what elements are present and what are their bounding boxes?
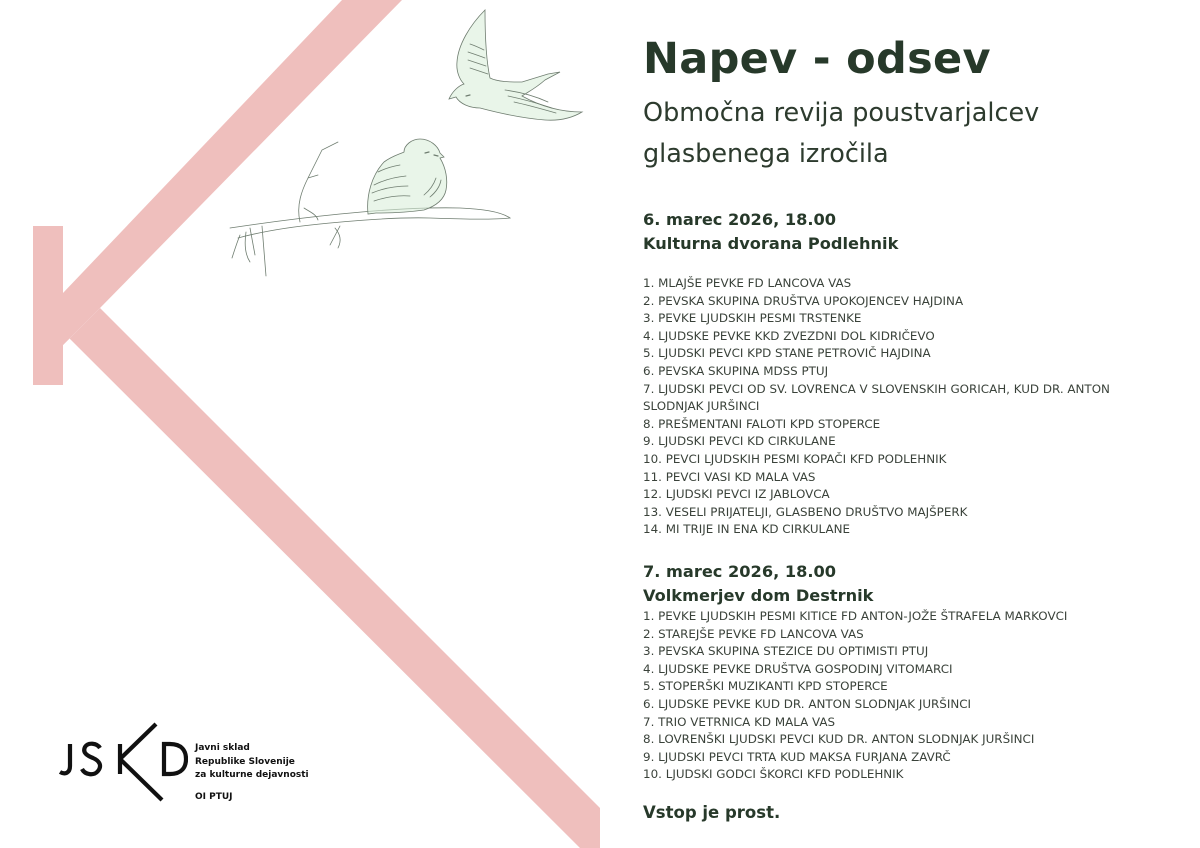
list-item: 4. LJUDSKE PEVKE KKD ZVEZDNI DOL KIDRIČEVO (643, 328, 935, 343)
admission-note: Vstop je prost. (643, 803, 781, 822)
k-upper-arm (63, 0, 402, 345)
jskd-logo (58, 722, 308, 804)
list-item: 5. LJUDSKI PEVCI KPD STANE PETROVIČ HAJDINA (643, 346, 931, 361)
list-item: 9. LJUDSKI PEVCI KD CIRKULANE (643, 434, 836, 449)
event-1-performer-list (643, 275, 1173, 539)
page-subtitle (643, 93, 1039, 175)
list-item: 12. LJUDSKI PEVCI IZ JABLOVCA (643, 487, 830, 502)
event-1-header (643, 208, 898, 256)
logo-line-3: za kulturne dejavnosti (195, 770, 309, 780)
list-item: 6. PEVSKA SKUPINA MDSS PTUJ (643, 363, 829, 378)
list-item: 11. PEVCI VASI KD MALA VAS (643, 469, 816, 484)
logo-organization-name (195, 742, 309, 783)
event-2-header (643, 560, 873, 608)
flying-swallow-icon (449, 10, 582, 120)
list-item: 10. PEVCI LJUDSKIH PESMI KOPAČI KFD PODLEHNIK (643, 451, 947, 466)
list-item: 2. STAREJŠE PEVKE FD LANCOVA VAS (643, 626, 864, 641)
logo-line-1: Javni sklad (195, 743, 250, 753)
event-2-venue: Volkmerjev dom Destrnik (643, 586, 874, 605)
event-1-date: 6. marec 2026, 18.00 (643, 210, 837, 229)
list-item: 1. PEVKE LJUDSKIH PESMI KITICE FD ANTON-JOŽE ŠTRAFELA MARKOVCI (643, 609, 1068, 623)
list-item: 3. PEVKE LJUDSKIH PESMI TRSTENKE (643, 311, 862, 326)
subtitle-line-2: glasbenega izročila (643, 139, 889, 169)
perched-bird-icon (230, 139, 510, 276)
pink-k-letter-shape (33, 0, 600, 848)
list-item: 1. MLAJŠE PEVKE FD LANCOVA VAS (643, 276, 852, 290)
list-item: 4. LJUDSKE PEVKE DRUŠTVA GOSPODINJ VITOMARCI (643, 661, 953, 676)
k-stem (33, 226, 63, 385)
list-item: 7. TRIO VETRNICA KD MALA VAS (643, 714, 836, 729)
subtitle-line-1: Območna revija poustvarjalcev (643, 98, 1040, 128)
list-item: 13. VESELI PRIJATELJI, GLASBENO DRUŠTVO MAJŠPERK (643, 504, 968, 519)
list-item: 3. PEVSKA SKUPINA STEZICE DU OPTIMISTI PTUJ (643, 644, 929, 659)
logo-unit: OI PTUJ (195, 792, 233, 802)
list-item: 14. MI TRIJE IN ENA KD CIRKULANE (643, 522, 850, 537)
list-item: 2. PEVSKA SKUPINA DRUŠTVA UPOKOJENCEV HAJDINA (643, 293, 964, 308)
event-1-venue: Kulturna dvorana Podlehnik (643, 234, 899, 253)
list-item: 8. PREŠMENTANI FALOTI KPD STOPERCE (643, 416, 881, 431)
list-item: 9. LJUDSKI PEVCI TRTA KUD MAKSA FURJANA ZAVRČ (643, 749, 951, 764)
event-2-performer-list (643, 608, 1173, 784)
list-item: 8. LOVRENŠKI LJUDSKI PEVCI KUD DR. ANTON SLODNJAK JURŠINCI (643, 732, 1035, 747)
event-2-date: 7. marec 2026, 18.00 (643, 562, 837, 581)
list-item: 5. STOPERŠKI MUZIKANTI KPD STOPERCE (643, 679, 888, 694)
logo-line-2: Republike Slovenije (195, 756, 295, 767)
list-item: 6. LJUDSKE PEVKE KUD DR. ANTON SLODNJAK JURŠINCI (643, 696, 972, 711)
list-item: 10. LJUDSKI GODCI ŠKORCI KFD PODLEHNIK (643, 767, 904, 782)
list-item: 7. LJUDSKI PEVCI OD SV. LOVRENCA V SLOVENSKIH GORICAH, KUD DR. ANTON SLODNJAK JURŠINCI (643, 381, 1110, 414)
jskd-wordmark-icon (58, 722, 188, 804)
page-title: Napev - odsev (643, 34, 991, 84)
